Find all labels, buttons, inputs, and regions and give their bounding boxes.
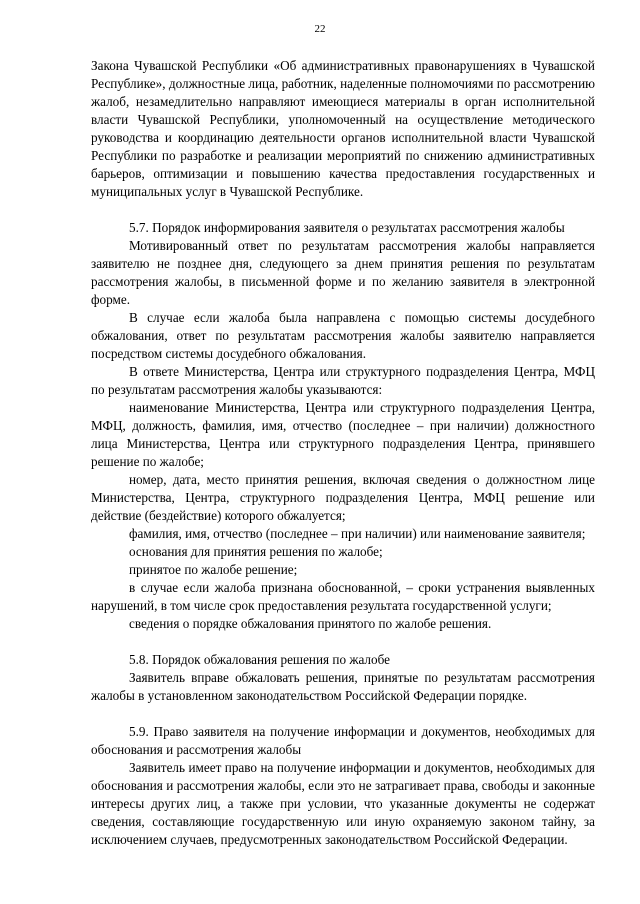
- paragraph: В ответе Министерства, Центра или структурного подразделения Центра, МФЦ по результатам рассмотрения жалобы указываются:: [91, 364, 595, 397]
- paragraph-continuation: Закона Чувашской Республики «Об административных правонарушениях в Чувашской Республике», должностные лица, работник, наделенные полномочиями по рассмотрению жалоб, незамедлительно направляют имеющиеся материалы в орган исполнительной власти Чувашской Республики, уполномоченный на осуществление методического руководства и координацию деятельности органов исполнительной власти Чувашской Республики по разработке и реализации мероприятий по снижению административных барьеров, оптимизации и повышению качества предоставления государственных и муниципальных услуг в Чувашской Республике.: [91, 58, 595, 199]
- list-item: сведения о порядке обжалования принятого по жалобе решения.: [129, 616, 492, 631]
- paragraph: Мотивированный ответ по результатам рассмотрения жалобы направляется заявителю не позднее дня, следующего за днем принятия решения по результатам рассмотрения жалобы, в письменной форме и по желанию заявителя в электронной форме.: [91, 238, 595, 307]
- paragraph: Заявитель вправе обжаловать решения, принятые по результатам рассмотрения жалобы в установленном законодательством Российской Федерации порядке.: [91, 670, 595, 703]
- page-number: 22: [314, 23, 326, 35]
- list-item: принятое по жалобе решение;: [129, 562, 298, 577]
- page-body: [91, 57, 595, 849]
- section-heading-5-8: 5.8. Порядок обжалования решения по жалобе: [129, 652, 391, 667]
- list-item: фамилия, имя, отчество (последнее – при наличии) или наименование заявителя;: [129, 526, 586, 541]
- section-heading-5-9: 5.9. Право заявителя на получение информации и документов, необходимых для обоснования и рассмотрения жалобы: [91, 724, 595, 757]
- list-item: номер, дата, место принятия решения, включая сведения о должностном лице Министерства, Центра, структурного подразделения Центра, МФЦ решение или действие (бездействие) которого обжалуется;: [91, 472, 595, 523]
- paragraph: В случае если жалоба была направлена с помощью системы досудебного обжалования, ответ по результатам рассмотрения жалобы заявителю направляется посредством системы досудебного обжалования.: [91, 310, 595, 361]
- paragraph: Заявитель имеет право на получение информации и документов, необходимых для обоснования и рассмотрения жалобы, если это не затрагивает права, свободы и законные интересы других лиц, а также при условии, что указанные документы не содержат сведения, составляющие государственную или иную охраняемую законом тайну, за исключением случаев, предусмотренных законодательством Российской Федерации.: [91, 760, 595, 847]
- list-item: наименование Министерства, Центра или структурного подразделения Центра, МФЦ, должность, фамилия, имя, отчество (последнее – при наличии) должностного лица Министерства, Центра или структурного подразделения Центра, принявшего решение по жалобе;: [91, 400, 595, 469]
- list-item: основания для принятия решения по жалобе;: [129, 544, 383, 559]
- section-heading-5-7: 5.7. Порядок информирования заявителя о результатах рассмотрения жалобы: [129, 220, 565, 235]
- list-item: в случае если жалоба признана обоснованной, – сроки устранения выявленных нарушений, в том числе срок предоставления результата государственной услуги;: [91, 580, 595, 613]
